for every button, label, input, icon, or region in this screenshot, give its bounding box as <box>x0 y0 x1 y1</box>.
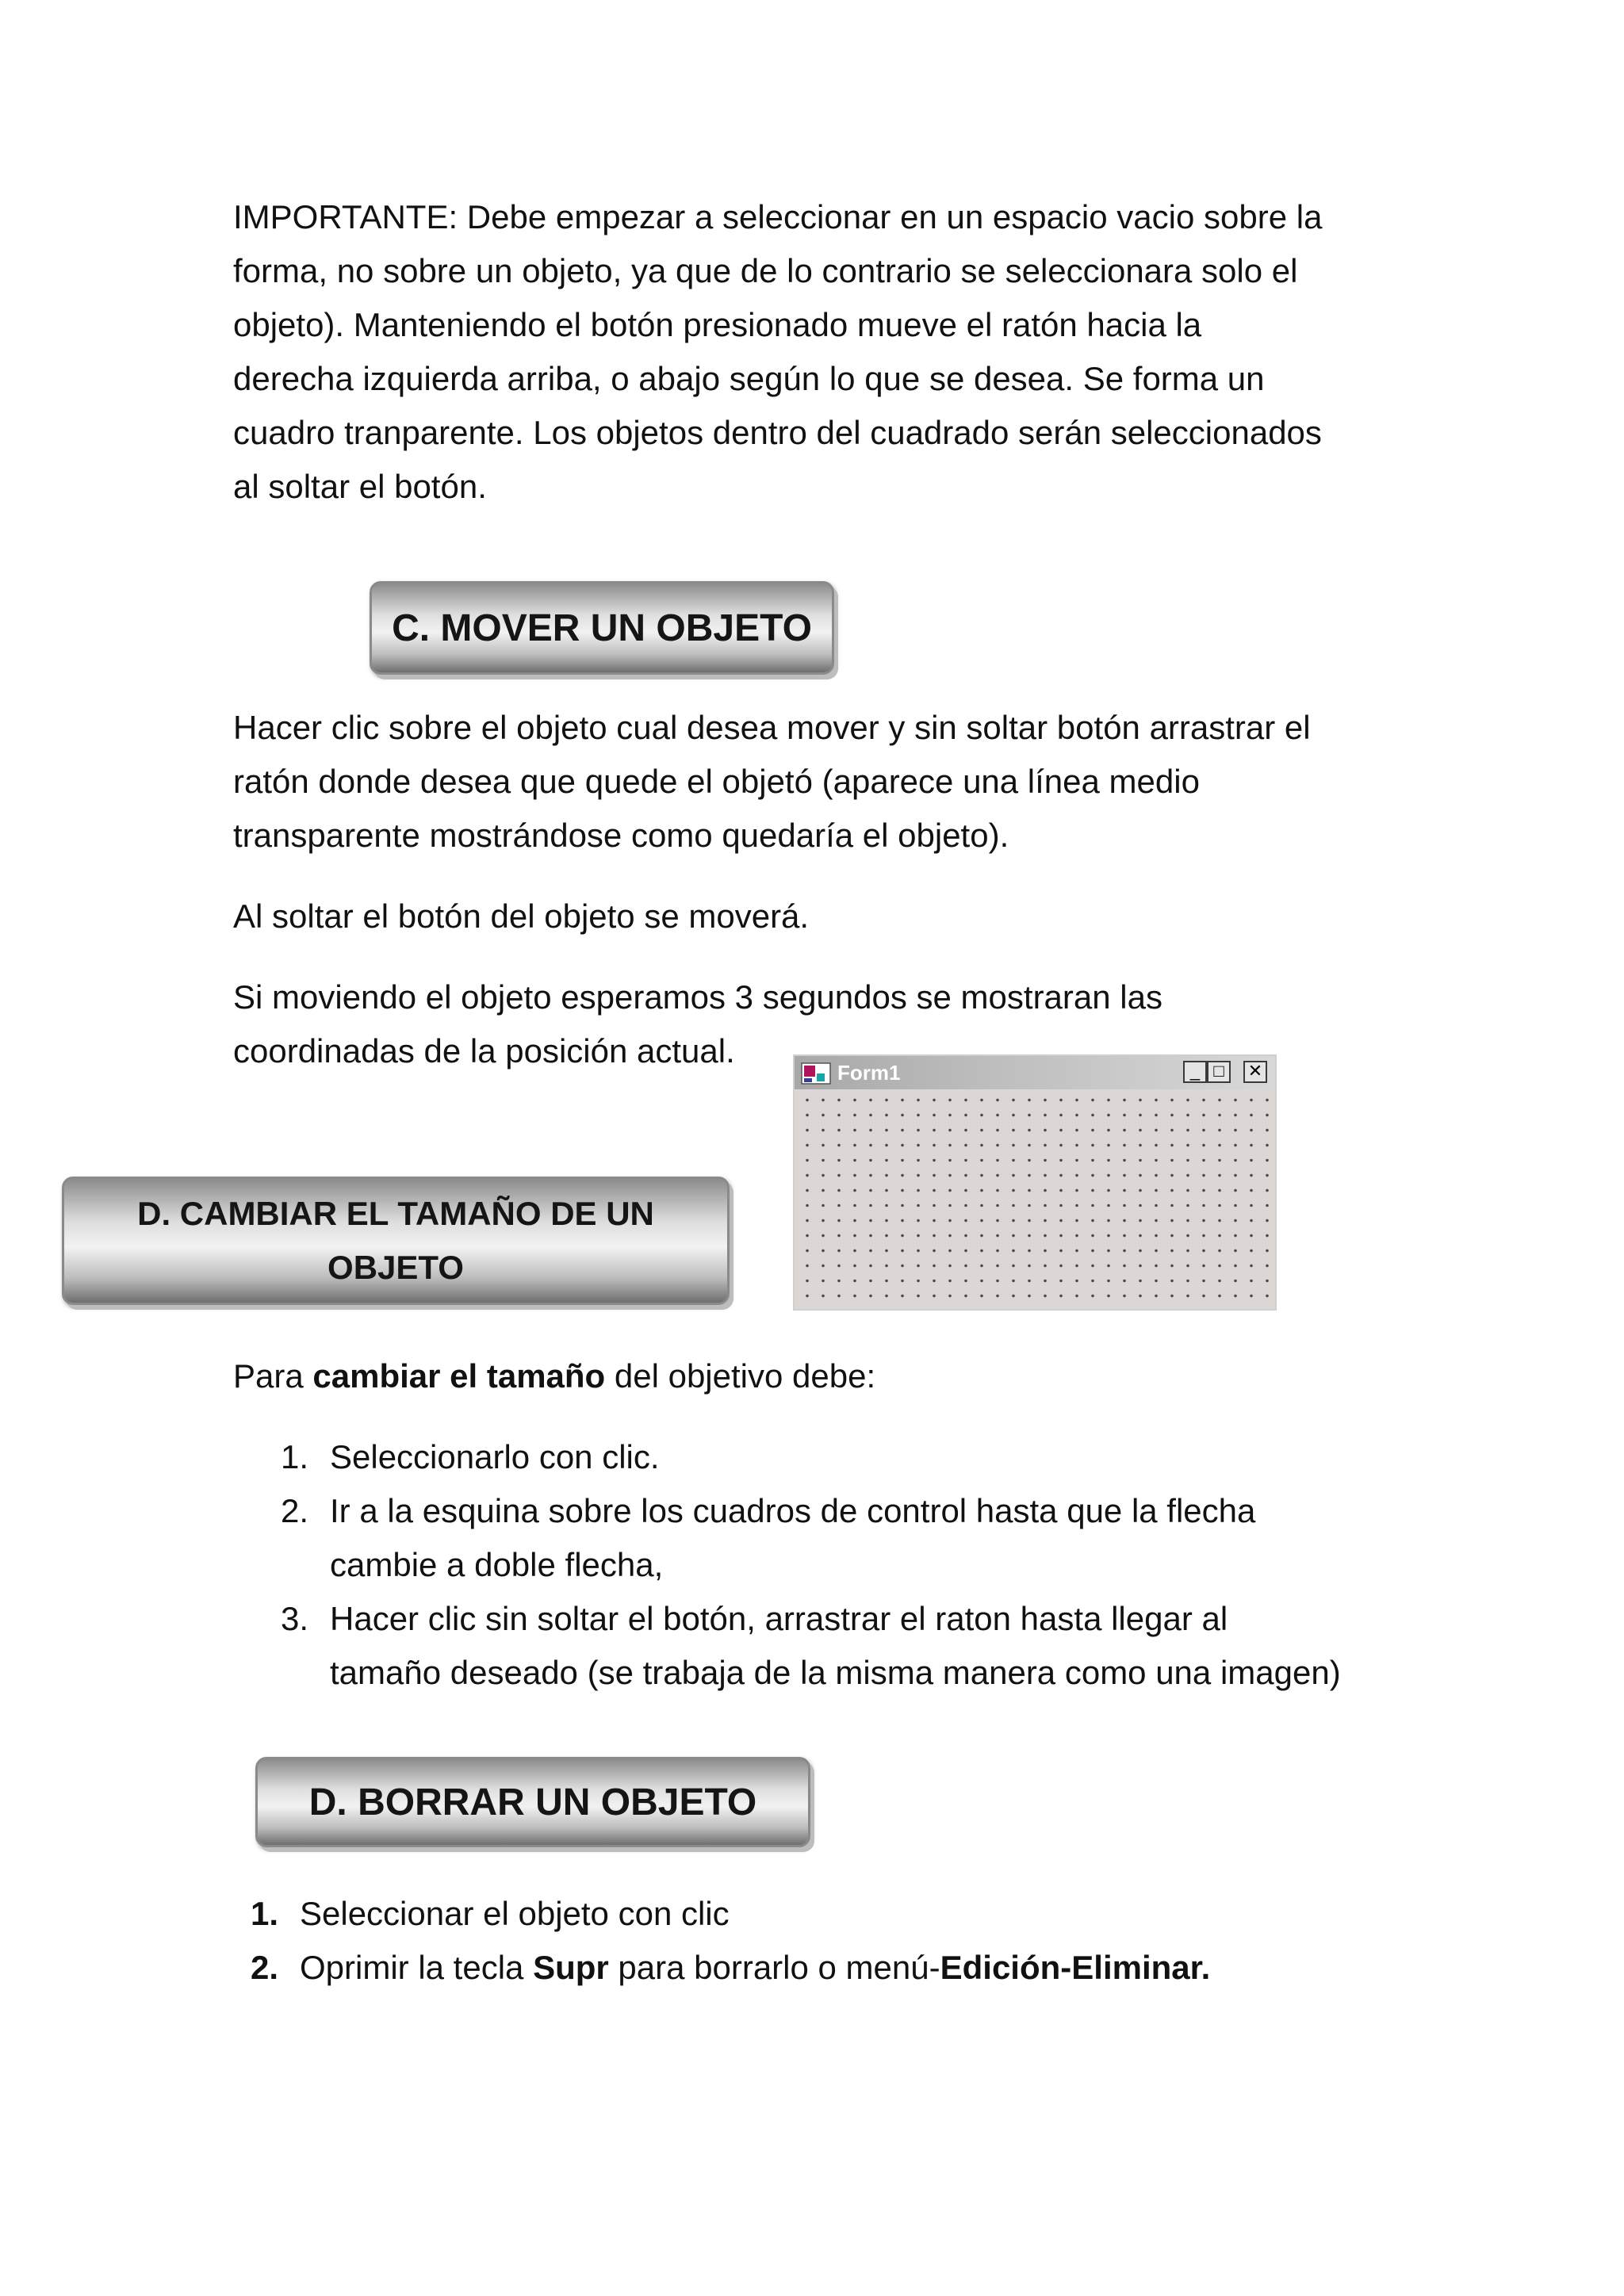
text-line: derecha izquierda arriba, o abajo según lo que se desea. Se forma un <box>233 360 1265 397</box>
text-line: Seleccionarlo con clic. <box>330 1438 660 1475</box>
supr-key: Supr <box>533 1949 609 1986</box>
form1-title-bar <box>795 1056 1275 1089</box>
step2-pre: Oprimir la tecla <box>300 1949 534 1986</box>
edicion-eliminar-menu: Edición-Eliminar. <box>940 1949 1211 1986</box>
minimize-icon: _ <box>1189 1061 1201 1081</box>
list-item <box>281 1430 1407 1484</box>
form1-design-grid[interactable] <box>795 1089 1275 1309</box>
text-line: cuadro tranparente. Los objetos dentro del cuadrado serán seleccionados <box>233 414 1322 451</box>
section-c-paragraph-2 <box>233 890 1407 943</box>
text-line: tamaño deseado (se trabaja de la misma manera como una imagen) <box>330 1654 1341 1691</box>
maximize-icon: □ <box>1213 1061 1224 1081</box>
close-icon: ✕ <box>1247 1061 1263 1081</box>
text-line: IMPORTANTE: Debe empezar a seleccionar en un espacio vacio sobre la <box>233 198 1323 235</box>
section-d-resize-heading <box>62 1177 730 1305</box>
intro-post: del objetivo debe: <box>605 1357 876 1395</box>
list-number: 1. <box>251 1895 279 1932</box>
minimize-button[interactable] <box>1183 1061 1207 1083</box>
text-line: Seleccionar el objeto con clic <box>300 1895 730 1932</box>
list-number: 2. <box>281 1492 309 1529</box>
intro-pre: Para <box>233 1357 313 1395</box>
list-number: 2. <box>251 1949 279 1986</box>
text-line: Hacer clic sin soltar el botón, arrastrar el raton hasta llegar al <box>330 1600 1228 1637</box>
maximize-button[interactable] <box>1207 1061 1231 1083</box>
list-item <box>281 1484 1407 1592</box>
text-line: Ir a la esquina sobre los cuadros de control hasta que la flecha <box>330 1492 1256 1529</box>
section-c-heading <box>370 581 834 675</box>
intro-paragraph <box>233 190 1407 514</box>
section-d-resize-title-line2: OBJETO <box>327 1249 464 1286</box>
form-app-icon <box>801 1062 831 1085</box>
section-d-resize-title-line1: D. CAMBIAR EL TAMAÑO DE UN <box>137 1195 654 1232</box>
intro-bold: cambiar el tamaño <box>312 1357 606 1395</box>
close-button[interactable] <box>1243 1061 1267 1083</box>
text-line: al soltar el botón. <box>233 468 487 505</box>
list-item <box>281 1592 1407 1700</box>
form1-title: Form1 <box>837 1061 901 1085</box>
text-line: Si moviendo el objeto esperamos 3 segundos se mostraran las <box>233 978 1162 1016</box>
text-line: coordinadas de la posición actual. <box>233 1032 735 1070</box>
section-c-title: C. MOVER UN OBJETO <box>392 607 812 649</box>
list-number: 3. <box>281 1600 309 1637</box>
text-line: ratón donde desea que quede el objetó (aparece una línea medio <box>233 763 1200 800</box>
text-line: Hacer clic sobre el objeto cual desea mover y sin soltar botón arrastrar el <box>233 709 1311 746</box>
text-line: cambie a doble flecha, <box>330 1546 664 1583</box>
section-d-delete-title: D. BORRAR UN OBJETO <box>308 1781 757 1823</box>
text-line: forma, no sobre un objeto, ya que de lo contrario se seleccionara solo el <box>233 252 1298 289</box>
section-d-delete-heading <box>255 1757 810 1847</box>
text-line: transparente mostrándose como quedaría el objeto). <box>233 817 1009 854</box>
section-d-resize-intro <box>233 1349 1407 1403</box>
resize-steps-list <box>281 1430 1407 1700</box>
form1-window <box>793 1054 1277 1311</box>
text-line: Al soltar el botón del objeto se moverá. <box>233 897 810 935</box>
delete-steps-list <box>251 1887 1408 1995</box>
step2-mid: para borrarlo o menú- <box>608 1949 940 1986</box>
list-number: 1. <box>281 1438 309 1475</box>
text-line: objeto). Manteniendo el botón presionado mueve el ratón hacia la <box>233 306 1202 343</box>
list-item <box>251 1941 1408 1995</box>
section-c-paragraph-1 <box>233 701 1407 863</box>
list-item <box>251 1887 1408 1941</box>
